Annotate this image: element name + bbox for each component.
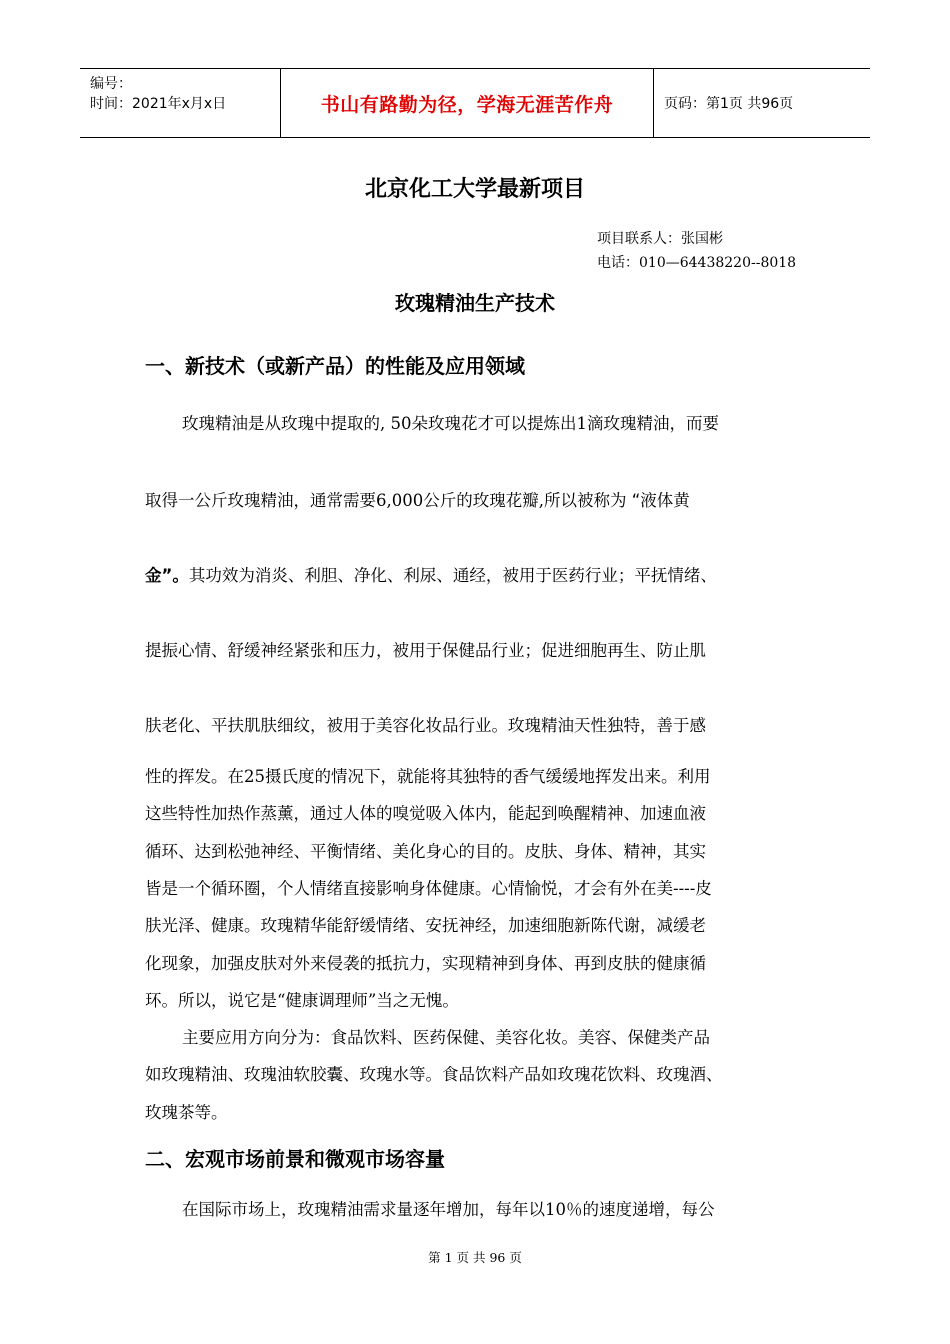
- section-heading-1: 一、新技术（或新产品）的性能及应用领域: [145, 354, 525, 378]
- paragraph-line: 化现象，加强皮肤对外来侵袭的抵抗力，实现精神到身体、再到皮肤的健康循: [145, 954, 706, 973]
- paragraph-line: 皆是一个循环圈，个人情绪直接影响身体健康。心情愉悦，才会有外在美----皮: [145, 879, 712, 898]
- paragraph-line: 循环、达到松弛神经、平衡情绪、美化身心的目的。皮肤、身体、精神，其实: [145, 842, 706, 861]
- paragraph-line: 这些特性加热作蒸薰，通过人体的嗅觉吸入体内，能起到唤醒精神、加速血液: [145, 804, 706, 823]
- paragraph-line: 环。所以，说它是“健康调理师”当之无愧。: [145, 991, 459, 1010]
- date-label: 时间：2021年x月x日: [90, 96, 227, 112]
- paragraph-line: 玫瑰精油是从玫瑰中提取的, 50朵玫瑰花才可以提炼出1滴玫瑰精油，而要: [182, 414, 719, 433]
- paragraph-line: 取得一公斤玫瑰精油，通常需要6,000公斤的玫瑰花瓣,所以被称为 “液体黄: [145, 491, 690, 510]
- section-heading-2: 二、宏观市场前景和微观市场容量: [145, 1147, 445, 1171]
- paragraph-line: 如玫瑰精油、玫瑰油软胶囊、玫瑰水等。食品饮料产品如玫瑰花饮料、玫瑰酒、: [145, 1065, 723, 1084]
- paragraph-line: 肤光泽、健康。玫瑰精华能舒缓情绪、安抚神经，加速细胞新陈代谢，减缓老: [145, 916, 706, 935]
- document-header: [80, 68, 870, 138]
- header-meta-cell: [80, 69, 281, 137]
- paragraph-line: 肤老化、平扶肌肤细纹，被用于美容化妆品行业。玫瑰精油天性独特，善于感: [145, 716, 706, 735]
- paragraph-line: 玫瑰茶等。: [145, 1103, 228, 1122]
- doc-subtitle: 玫瑰精油生产技术: [395, 291, 555, 315]
- header-page-cell: [654, 69, 870, 137]
- page-title: 北京化工大学最新项目: [364, 177, 585, 202]
- page-info: 页码：第1页 共96页: [664, 96, 794, 112]
- paragraph-line: 金”。其功效为消炎、利胆、净化、利尿、通经，被用于医药行业；平抚情绪、: [145, 566, 717, 585]
- paragraph-line: 主要应用方向分为：食品饮料、医药保健、美容化妆。美容、保健类产品: [182, 1028, 710, 1047]
- paragraph-line: 在国际市场上，玫瑰精油需求量逐年增加，每年以10％的速度递增，每公: [182, 1200, 715, 1219]
- paragraph-line: 提振心情、舒缓神经紧张和压力，被用于保健品行业；促进细胞再生、防止肌: [145, 641, 706, 660]
- number-label: 编号：: [90, 76, 132, 92]
- contact-person: 项目联系人：张国彬: [597, 231, 723, 247]
- page-footer: 第 1 页 共 96 页: [428, 1250, 522, 1265]
- contact-phone: 电话：010—64438220--8018: [597, 255, 797, 271]
- header-motto-cell: [281, 69, 654, 137]
- paragraph-line: 性的挥发。在25摄氏度的情况下，就能将其独特的香气缓缓地挥发出来。利用: [145, 767, 711, 786]
- motto: 书山有路勤为径，学海无涯苦作舟: [320, 93, 614, 116]
